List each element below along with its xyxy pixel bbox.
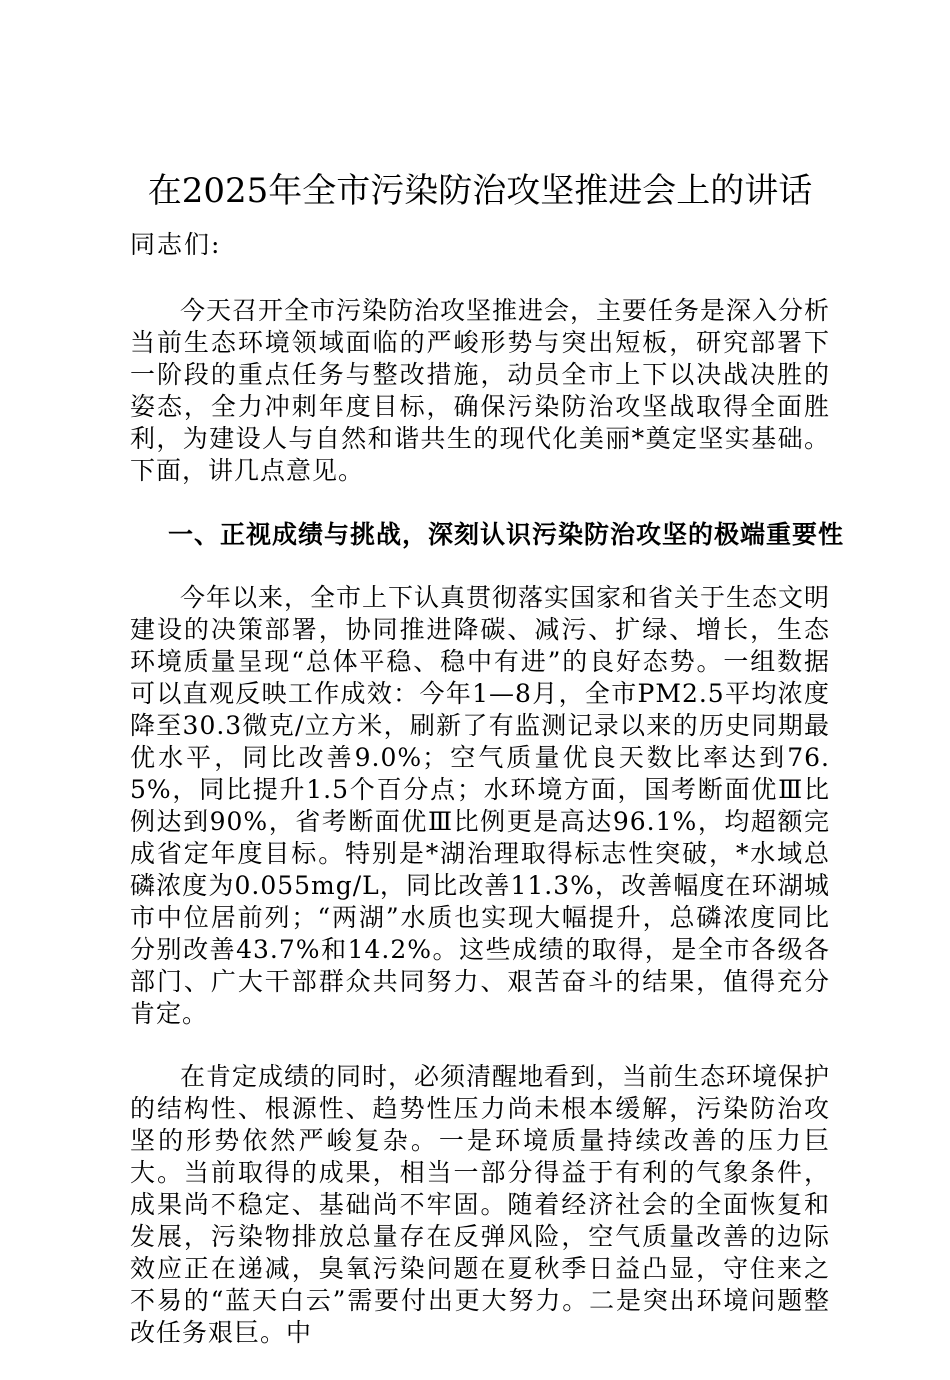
document-title: 在2025年全市污染防治攻坚推进会上的讲话: [147, 171, 813, 211]
intro-paragraph: 今天召开全市污染防治攻坚推进会，主要任务是深入分析当前生态环境领域面临的严峻形势与突出短板，研究部署下一阶段的重点任务与整改措施，动员全市上下以决战决胜的姿态，全力冲刺年度目标，确保污染防治攻坚战取得全面胜利，为建设人与自然和谐共生的现代化美丽*奠定坚实基础。下面，讲几点意见。: [130, 296, 831, 485]
document-page: [130, 168, 845, 1380]
section-heading: 一、正视成绩与挑战，深刻认识污染防治攻坚的极端重要性: [168, 520, 845, 549]
challenges-paragraph: 在肯定成绩的同时，必须清醒地看到，当前生态环境保护的结构性、根源性、趋势性压力尚未根本缓解，污染防治攻坚的形势依然严峻复杂。一是环境质量持续改善的压力巨大。当前取得的成果，相当一部分得益于有利的气象条件，成果尚不稳定、基础尚不牢固。随着经济社会的全面恢复和发展，污染物排放总量存在反弹风险，空气质量改善的边际效应正在递减，臭氧污染问题在夏秋季日益凸显，守住来之不易的“蓝天白云”需要付出更大努力。二是突出环境问题整改任务艰巨。中: [130, 1062, 831, 1347]
salutation: 同志们:: [130, 230, 222, 259]
achievements-paragraph: 今年以来，全市上下认真贯彻落实国家和省关于生态文明建设的决策部署，协同推进降碳、减污、扩绿、增长，生态环境质量呈现“总体平稳、稳中有进”的良好态势。一组数据可以直观反映工作成效：今年1—8月，全市PM2.5平均浓度降至30.3微克/立方米，刷新了有监测记录以来的历史同期最优水平，同比改善9.0%；空气质量优良天数比率达到76.5%，同比提升1.5个百分点；水环境方面，国考断面优Ⅲ比例达到90%，省考断面优Ⅲ比例更是高达96.1%，均超额完成省定年度目标。特别是*湖治理取得标志性突破，*水域总磷浓度为0.055mg/L，同比改善11.3%，改善幅度在环湖城市中位居前列；“两湖”水质也实现大幅提升，总磷浓度同比分别改善43.7%和14.2%。这些成绩的取得，是全市各级各部门、广大干部群众共同努力、艰苦奋斗的结果，值得充分肯定。: [130, 583, 831, 1028]
